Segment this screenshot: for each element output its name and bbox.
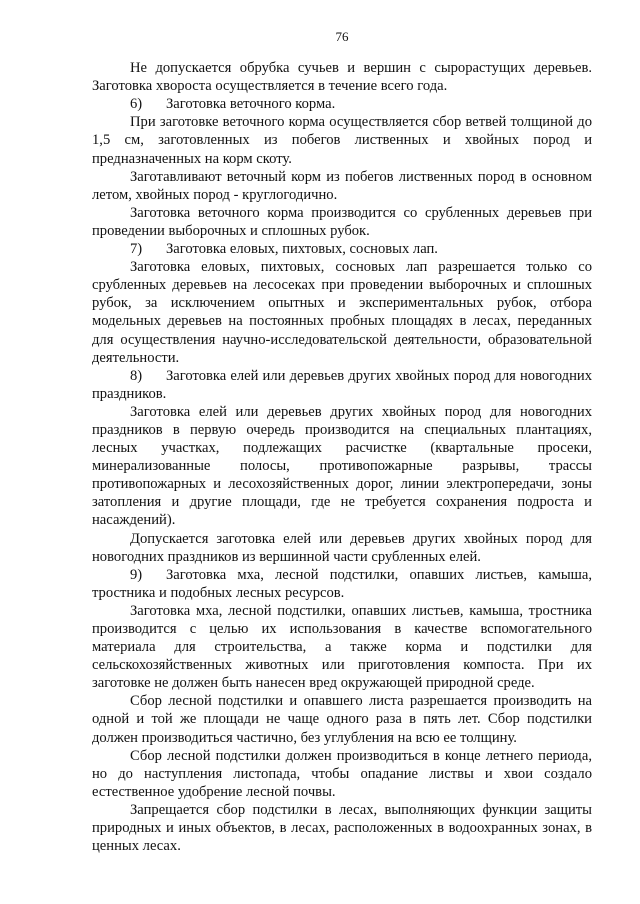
item-number: 6) [130, 96, 143, 113]
numbered-heading [92, 367, 592, 403]
paragraph-text: Запрещается сбор подстилки в лесах, выполняющих функции защиты природных и иных объектов, в лесах, расположенных в водоохранных зонах, в ценных лесах. [92, 801, 592, 855]
heading-text: Заготовка елей или деревьев других хвойных пород для новогодних праздников. [92, 367, 592, 402]
numbered-heading [92, 566, 592, 602]
paragraph [92, 113, 592, 167]
item-number: 7) [130, 241, 143, 258]
item-number: 9) [130, 566, 143, 583]
paragraph-text: Заготовка мха, лесной подстилки, опавших листьев, камыша, тростника производится с целью их использования в качестве вспомогательного материала для строительства, а также корма и подстилки для сельскохозяйственных животных или приготовления компоста. При их заготовке не должен быть нанесен вред окружающей природной среде. [92, 602, 592, 692]
paragraph [92, 168, 592, 204]
paragraph [92, 204, 592, 240]
paragraph-text: Не допускается обрубка сучьев и вершин с сырорастущих деревьев. Заготовка хвороста осуществляется в течение всего года. [92, 60, 592, 95]
paragraph-text: При заготовке веточного корма осуществляется сбор ветвей толщиной до 1,5 см, заготовленных из побегов лиственных и хвойных пород и предназначенных на корм скоту. [92, 114, 592, 167]
heading-text: Заготовка мха, лесной подстилки, опавших листьев, камыша, тростника и подобных лесных ресурсов. [92, 566, 592, 601]
paragraph [92, 59, 592, 95]
item-number: 8) [130, 367, 143, 384]
paragraph-text: Сбор лесной подстилки должен производиться в конце летнего периода, но до наступления листопада, чтобы опадание листвы и хвои создало естественное удобрение лесной почвы. [92, 747, 592, 800]
paragraph-text: Допускается заготовка елей или деревьев других хвойных пород для новогодних праздников из вершинной части срубленных елей. [92, 530, 592, 565]
page-number: 76 [335, 29, 349, 44]
heading-text: Заготовка веточного корма. [166, 96, 336, 113]
paragraph [92, 602, 592, 692]
numbered-heading [92, 95, 592, 113]
paragraph [92, 692, 592, 746]
paragraph-text: Заготовка еловых, пихтовых, сосновых лап разрешается только со срубленных деревьев на лесосеках при проведении выборочных и сплошных рубок, за исключением опытных и экспериментальных рубок, отбора модельных деревьев на постоянных пробных площадях в лесах, переданных для осуществления научно-исследовательской деятельности, образовательной деятельности. [92, 259, 592, 366]
paragraph [92, 258, 592, 367]
paragraph [92, 747, 592, 801]
document-body [92, 59, 592, 855]
paragraph-text: Заготавливают веточный корм из побегов лиственных пород в основном летом, хвойных пород - круглогодично. [92, 168, 592, 203]
heading-text: Заготовка еловых, пихтовых, сосновых лап. [166, 241, 438, 258]
paragraph [92, 801, 592, 855]
paragraph [92, 530, 592, 566]
paragraph [92, 403, 592, 530]
paragraph-text: Заготовка елей или деревьев других хвойных пород для новогодних праздников в первую очередь производится на специальных плантациях, лесных участках, подлежащих расчистке (квартальные просеки, минерализованные полосы, противопожарные разрывы, трассы противопожарных и лесохозяйственных дорог, линии электропередачи, зоны затопления и другие площади, где не требуется сохранения подроста и насаждений). [92, 403, 592, 529]
paragraph-text: Сбор лесной подстилки и опавшего листа разрешается производить на одной и той же площади не чаще одного раза в пять лет. Сбор подстилки должен производиться частично, без углубления на всю ее толщину. [92, 693, 592, 746]
paragraph-text: Заготовка веточного корма производится со срубленных деревьев при проведении выборочных и сплошных рубок. [92, 204, 592, 239]
numbered-heading [92, 240, 592, 258]
